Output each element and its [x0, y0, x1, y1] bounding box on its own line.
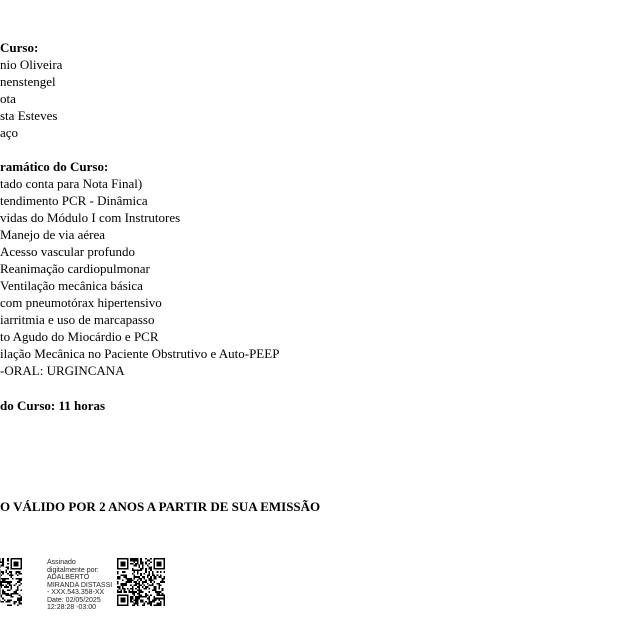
instructor-name: nio Oliveira: [0, 57, 63, 72]
signature-line: Date: 02/05/2025: [47, 596, 101, 604]
program-item: vidas do Módulo I com Instrutores: [0, 210, 181, 225]
instructor-name: nenstengel: [0, 74, 56, 89]
program-item: tendimento PCR - Dinâmica: [0, 193, 148, 208]
qr-code-right: [117, 558, 165, 606]
instructor-name: sta Esteves: [0, 108, 58, 123]
signature-line: - XXX.543.358-XX: [47, 589, 105, 596]
program-item: Manejo de via aérea: [0, 227, 106, 242]
signature-line: Assinado: [47, 559, 76, 566]
instructor-name: aço: [0, 125, 19, 140]
program-item: iarritmia e uso de marcapasso: [0, 312, 155, 327]
signature-line: digitalmente por:: [47, 566, 99, 574]
digital-signature-block: [47, 559, 112, 612]
signature-line: ADALBERTO: [47, 574, 90, 581]
program-item: tado conta para Nota Final): [0, 176, 143, 191]
program-item: ilação Mecânica no Paciente Obstrutivo e Auto-PEEP: [0, 346, 280, 361]
program-item: to Agudo do Miocárdio e PCR: [0, 329, 159, 344]
signature-line: MIRANDA DISTASSI: [47, 581, 113, 589]
instructors-heading: Curso:: [0, 40, 39, 55]
qr-code-left: [0, 558, 22, 606]
validity-notice: O VÁLIDO POR 2 ANOS A PARTIR DE SUA EMISSÃO: [0, 499, 321, 514]
signature-line: 12:28:28 -03:00: [47, 604, 97, 611]
program-heading: ramático do Curso:: [0, 159, 109, 174]
instructor-name: ota: [0, 91, 16, 106]
program-item: -ORAL: URGINCANA: [0, 363, 125, 378]
qr-code-right-graphic: [117, 558, 165, 606]
program-item: Ventilação mecânica básica: [0, 278, 143, 293]
program-item: Acesso vascular profundo: [0, 244, 136, 259]
program-item: com pneumotórax hipertensivo: [0, 295, 162, 310]
qr-code-left-graphic: [0, 558, 22, 606]
course-duration: do Curso: 11 horas: [0, 398, 106, 413]
program-item: Reanimação cardiopulmonar: [0, 261, 150, 276]
